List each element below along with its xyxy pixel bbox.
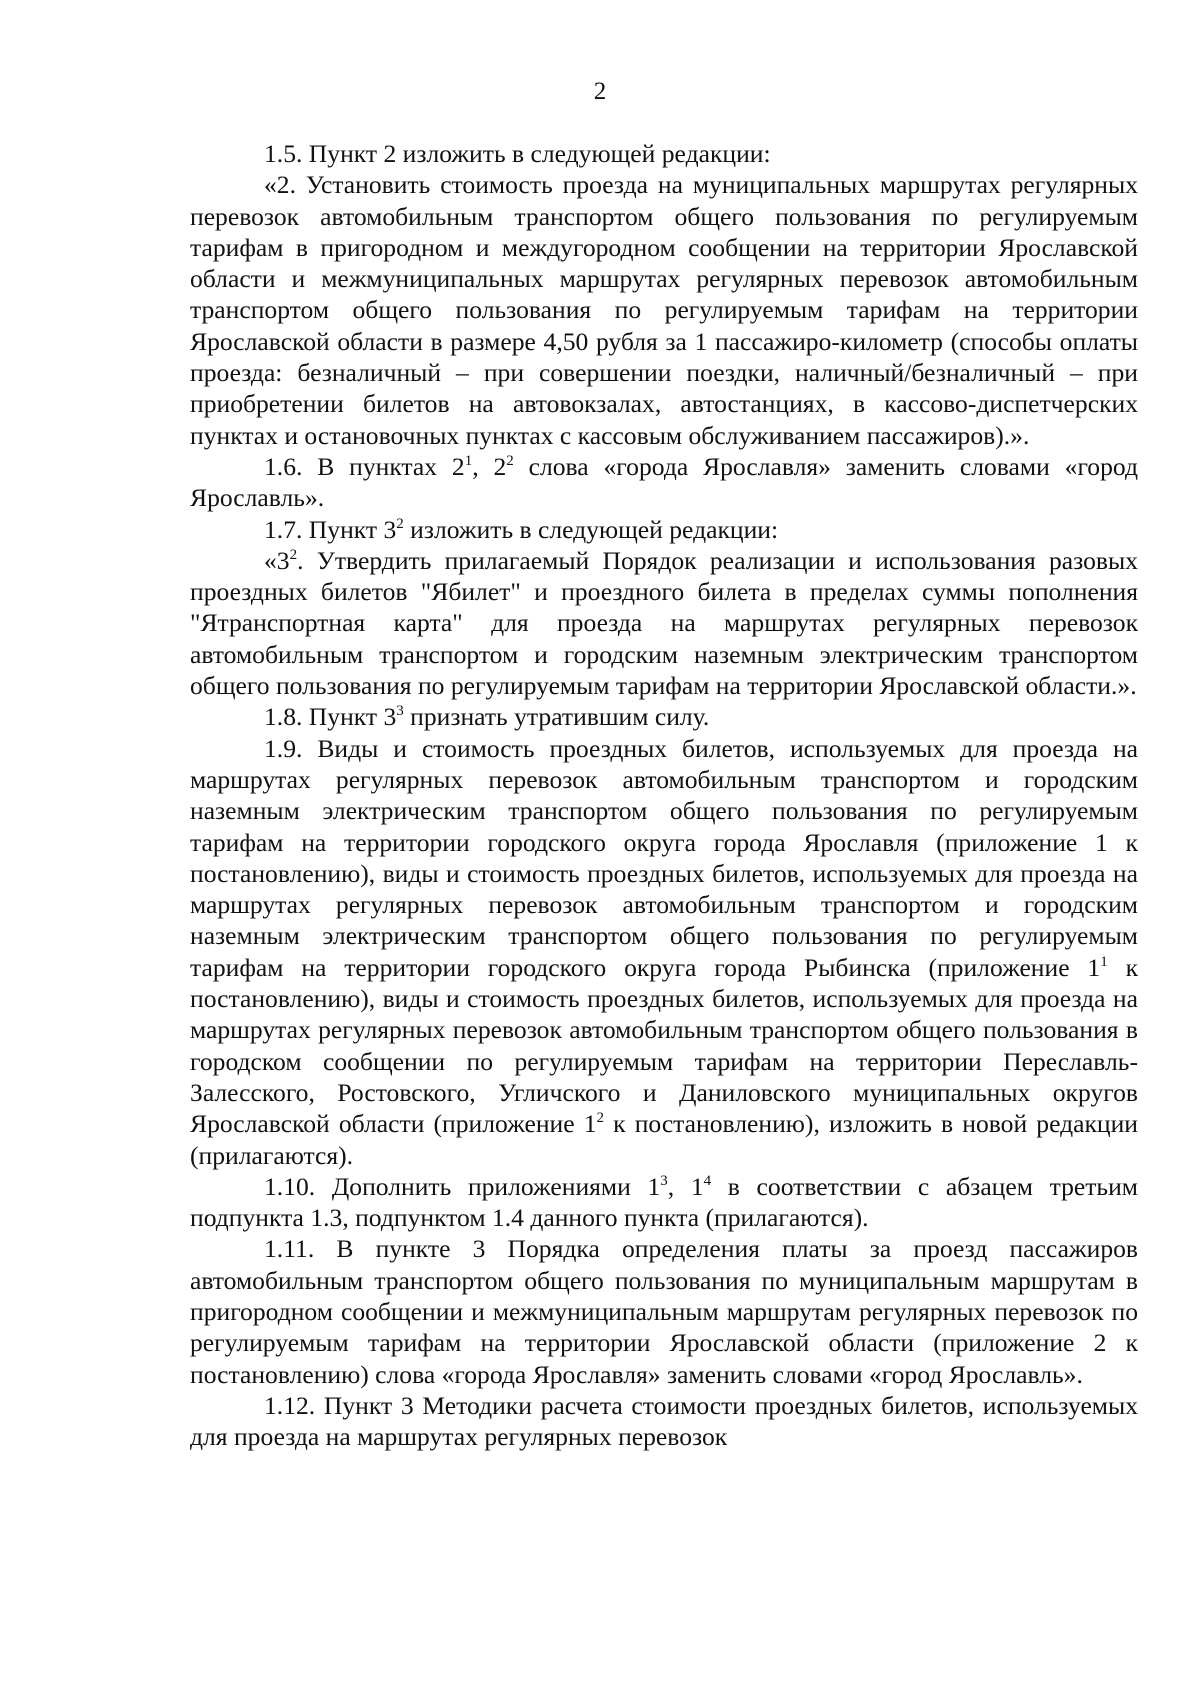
- paragraph-p-1-8: [190, 701, 1138, 732]
- text-segment: . Утвердить прилагаемый Порядок реализации и использования разовых проездных билетов "Ябилет" и проездного билета в пределах суммы пополнения "Ятранспортная карта" для проезда на маршрутах регулярных перевозок автомобильным транспортом и городским наземным электрическим транспортом общего пользования по регулируемым тарифам на территории Ярославской области.».: [190, 545, 1138, 701]
- paragraph-p-1-9: [190, 733, 1138, 1171]
- superscript: 1: [1100, 953, 1108, 970]
- paragraph-p-1-11: [190, 1233, 1138, 1389]
- text-segment: , 2: [472, 451, 507, 481]
- text-segment: к постановлению), виды и стоимость проездных билетов, используемых для проезда на маршрутах регулярных перевозок автомобильным транспортом общего пользования в городском сообщении по регулируемым тарифам на территории Переславль-Залесского, Ростовского, Угличского и Даниловского муниципальных округов Ярославской области (приложение 1: [190, 952, 1138, 1139]
- text-segment: 1.11. В пункте 3 Порядка определения платы за проезд пассажиров автомобильным транспортом общего пользования по муниципальным маршрутам в пригородном сообщении и межмуниципальным маршрутам регулярных перевозок по регулируемым тарифам на территории Ярославской области (приложение 2 к постановлению) слова «города Ярославля» заменить словами «город Ярославль».: [190, 1234, 1138, 1389]
- text-segment: 1.5. Пункт 2 изложить в следующей редакции:: [264, 139, 771, 168]
- text-segment: в соответствии с абзацем третьим подпункта 1.3, подпунктом 1.4 данного пункта (прилагаются).: [190, 1171, 1139, 1233]
- text-segment: признать утратившим силу.: [403, 702, 710, 732]
- superscript: 2: [396, 515, 404, 532]
- text-segment: «3: [264, 545, 290, 575]
- text-segment: , 1: [667, 1171, 704, 1201]
- text-segment: изложить в следующей редакции:: [403, 514, 779, 544]
- paragraph-p-1-12: [190, 1390, 1138, 1453]
- superscript: 2: [289, 546, 298, 563]
- superscript: 2: [506, 452, 514, 469]
- document-body: [190, 138, 1138, 1452]
- superscript: 2: [596, 1110, 605, 1127]
- paragraph-p-1-5: [190, 138, 1138, 169]
- paragraph-p-1-10: [190, 1171, 1138, 1234]
- page-number: 2: [593, 78, 607, 105]
- text-segment: 1.10. Дополнить приложениями 1: [264, 1171, 661, 1201]
- paragraph-p-1-7-text: [190, 545, 1138, 701]
- superscript: 3: [396, 703, 404, 720]
- text-segment: 1.12. Пункт 3 Методики расчета стоимости проездных билетов, используемых для проезда на маршрутах регулярных перевозок: [190, 1390, 1138, 1452]
- paragraph-p-1-6: [190, 451, 1138, 514]
- superscript: 1: [464, 452, 473, 469]
- superscript: 3: [660, 1172, 668, 1189]
- text-segment: 1.8. Пункт 3: [264, 702, 397, 732]
- text-segment: «2. Установить стоимость проезда на муниципальных маршрутах регулярных перевозок автомобильным транспортом общего пользования по регулируемым тарифам в пригородном и междугородном сообщении на территории Ярославской области и межмуниципальных маршрутах регулярных перевозок автомобильным транспортом общего пользования по регулируемым тарифам на территории Ярославской области в размере 4,50 рубля за 1 пассажиро-километр (способы оплаты проезда: безналичный – при совершении поездки, наличный/безналичный – при приобретении билетов на автовокзалах, автостанциях, в кассово-диспетчерских пунктах и остановочных пунктах с кассовым обслуживанием пассажиров).».: [190, 170, 1138, 450]
- superscript: 4: [703, 1172, 712, 1189]
- text-segment: слова «города Ярославля» заменить словами «город Ярославль».: [190, 451, 1138, 513]
- text-segment: 1.7. Пункт 3: [264, 514, 397, 544]
- text-segment: 1.9. Виды и стоимость проездных билетов, используемых для проезда на маршрутах регулярных перевозок автомобильным транспортом и городским наземным электрическим транспортом общего пользования по регулируемым тарифам на территории городского округа города Ярославля (приложение 1 к постановлению), виды и стоимость проездных билетов, используемых для проезда на маршрутах регулярных перевозок автомобильным транспортом и городским наземным электрическим транспортом общего пользования по регулируемым тарифам на территории городского округа города Рыбинска (приложение 1: [190, 733, 1138, 982]
- paragraph-p-1-7: [190, 514, 1138, 545]
- text-segment: 1.6. В пунктах 2: [264, 451, 465, 481]
- text-segment: к постановлению), изложить в новой редакции (прилагаются).: [190, 1109, 1138, 1170]
- paragraph-p-1-5-text: [190, 169, 1138, 451]
